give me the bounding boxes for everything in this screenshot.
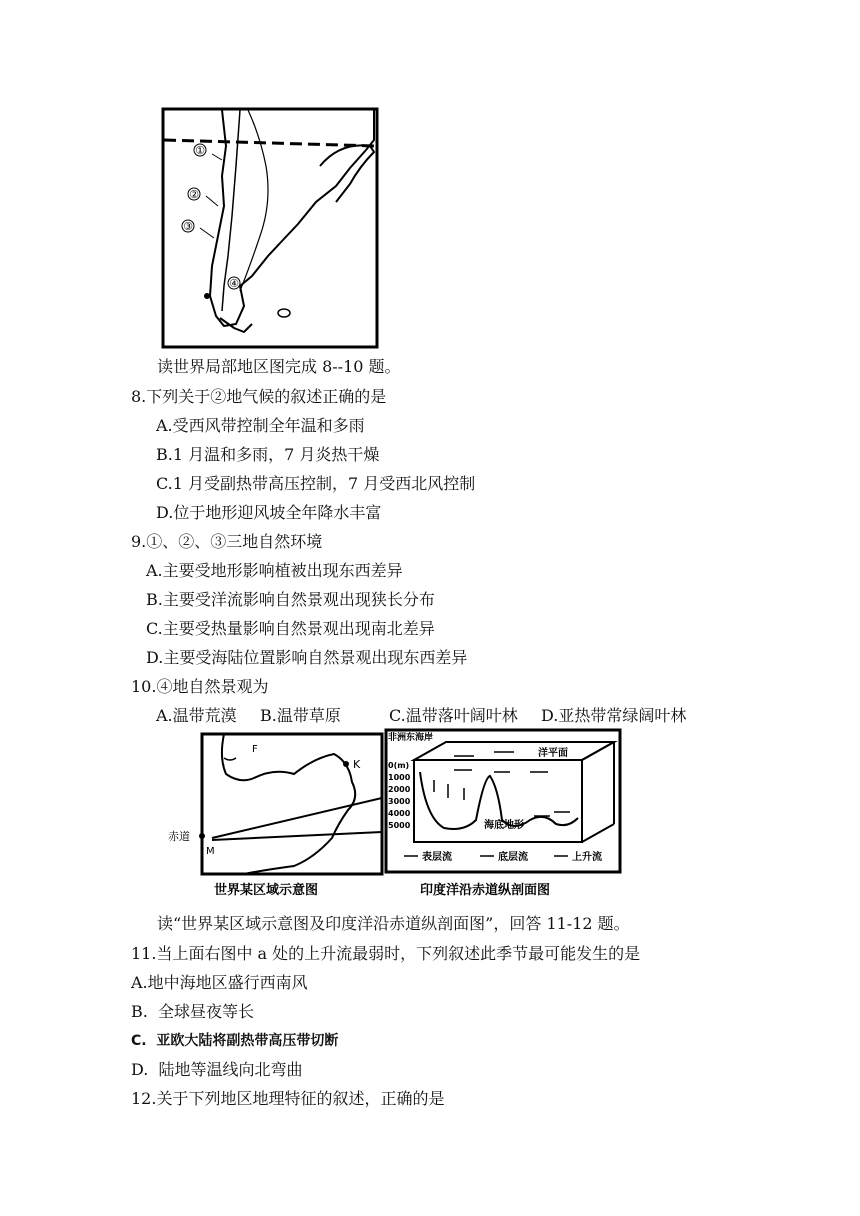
q11-option-b: B. 全球昼夜等长: [131, 1002, 255, 1021]
q10-option-c: C.温带落叶阔叶林: [389, 706, 518, 725]
legend-bottom: 底层流: [498, 852, 528, 863]
q8-option-b: B.1 月温和多雨，7 月炎热干燥: [156, 445, 380, 464]
header-left-label: 非洲东海岸: [388, 733, 434, 743]
map-label-2: ②: [189, 188, 199, 201]
header-right-label: 洋平面: [538, 748, 568, 759]
q10-option-b: B.温带草原: [260, 706, 341, 725]
q9-option-a: A.主要受地形影响植被出现东西差异: [146, 561, 403, 580]
depth-2000: 2000: [388, 785, 411, 794]
depth-5000: 5000: [388, 821, 411, 830]
q12-stem: 12.关于下列地区地理特征的叙述，正确的是: [131, 1089, 445, 1108]
map-label-4: ④: [229, 277, 239, 290]
map-label-1: ①: [195, 144, 205, 157]
q9-option-c: C.主要受热量影响自然景观出现南北差异: [146, 619, 435, 638]
point-k-label: K: [353, 758, 361, 771]
q9-option-b: B.主要受洋流影响自然景观出现狭长分布: [146, 590, 435, 609]
map-label-3: ③: [183, 220, 193, 233]
africa-indian-ocean-figure: [164, 728, 624, 902]
q11-option-a: A.地中海地区盛行西南风: [131, 973, 308, 992]
left-caption: 世界某区域示意图: [214, 883, 319, 898]
q11-option-c: C. 亚欧大陆将副热带高压带切断: [131, 1033, 339, 1049]
equator-label: 赤道: [168, 830, 190, 843]
depth-unit-label: 0(m): [388, 761, 410, 770]
q8-option-a: A.受西风带控制全年温和多雨: [156, 416, 365, 435]
q10-option-d: D.亚热带常绿阔叶林: [541, 706, 687, 725]
q10-stem: 10.④地自然景观为: [131, 677, 269, 696]
depth-4000: 4000: [388, 809, 411, 818]
point-f-label: F: [252, 744, 258, 755]
q9-stem: 9.①、②、③三地自然环境: [131, 532, 323, 551]
legend-surface: 表层流: [422, 852, 452, 863]
intro-11-12: 读“世界某区域示意图及印度洋沿赤道纵剖面图”，回答 11-12 题。: [157, 914, 630, 933]
q8-stem: 8.下列关于②地气候的叙述正确的是: [131, 387, 387, 406]
intro-8-10: 读世界局部地区图完成 8--10 题。: [157, 357, 401, 376]
depth-3000: 3000: [388, 797, 411, 806]
q11-stem: 11.当上面右图中 a 处的上升流最弱时，下列叙述此季节最可能发生的是: [131, 944, 641, 963]
depth-1000: 1000: [388, 773, 411, 782]
q8-option-d: D.位于地形迎风坡全年降水丰富: [156, 503, 382, 522]
q11-option-d: D. 陆地等温线向北弯曲: [131, 1060, 303, 1079]
q9-option-d: D.主要受海陆位置影响自然景观出现东西差异: [146, 648, 468, 667]
legend-upwelling: 上升流: [572, 852, 602, 863]
q10-option-a: A.温带荒漠: [156, 706, 237, 725]
south-america-map: [160, 106, 382, 350]
ridge-label: 海底地形: [484, 820, 524, 831]
point-m-label: M: [206, 846, 215, 857]
q8-option-c: C.1 月受副热带高压控制，7 月受西北风控制: [156, 474, 476, 493]
right-caption: 印度洋沿赤道纵剖面图: [420, 883, 551, 898]
